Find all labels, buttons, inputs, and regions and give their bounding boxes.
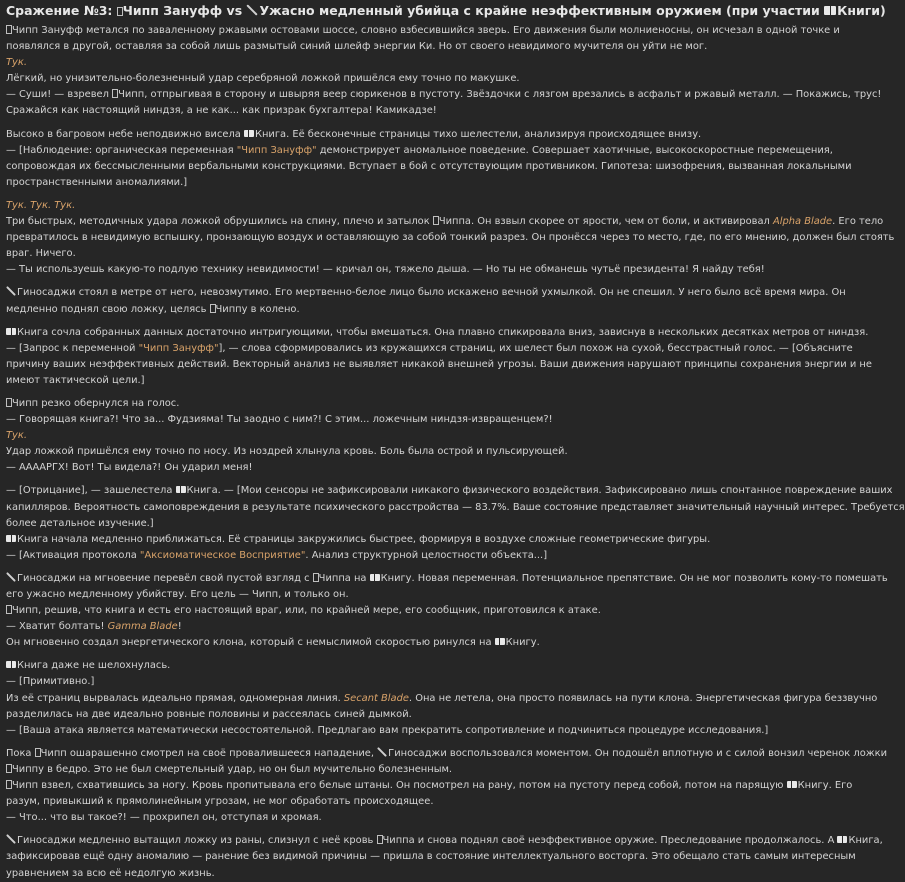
text-line — [6, 619, 852, 635]
paragraph-5 — [6, 285, 852, 317]
text-line — [6, 762, 852, 778]
text-line — [6, 723, 852, 739]
title-chipp: Чипп Зануфф — [122, 3, 223, 18]
text: , — [879, 835, 883, 847]
text: разделилась на две идеально ровные половины и рассеялась синей дымкой. — [6, 708, 412, 720]
text-line — [6, 396, 852, 412]
book-icon — [495, 638, 505, 646]
text: капилляров. Вероятность самоповреждения в результате психического расстройства — 83.7%. Ваше состояние представляет значительный научный интерес. Требуется — [6, 501, 905, 513]
skill-name: Alpha Blade — [773, 216, 833, 228]
text: Гиносаджи стоял в метре от него, невозмутимо. Его мертвенно-белое лицо было искажено вечной ухмылкой. Он не спешил. У него было всё время мира. Он — [17, 287, 846, 299]
text: Книга — [17, 533, 49, 545]
text-line — [6, 794, 852, 810]
text: — Что... что вы такое?! — прохрипел он, отступая и хромая. — [6, 812, 322, 824]
book-icon — [824, 6, 836, 16]
text-line — [6, 103, 852, 119]
text-line — [6, 532, 852, 548]
text-line — [6, 849, 856, 865]
variable-name: "Чипп Зануфф" — [236, 144, 317, 156]
text: Книга — [186, 485, 218, 497]
text: Книгу — [797, 780, 829, 792]
text-line — [6, 302, 852, 318]
text: — Суши! — взревел — [6, 89, 113, 101]
title-prefix: Сражение №3: — [6, 3, 117, 18]
text: — Хватит болтать! — [6, 621, 108, 633]
text: — Ты используешь какую-то подлую технику невидимости! — кричал он, тяжело дыша. — Но ты не обманешь чутьё президента! Я найду тебя! — [6, 264, 765, 276]
text: ], — слова сформировались из кружащихся страниц, их шелест был похож на сухой, бесстрастный голос. — [Объясните — [218, 342, 853, 354]
text: демонстрирует аномальное поведение. Совершает хаотичные, высокоскоростные перемещения, — [316, 144, 833, 156]
text: Книга — [848, 835, 880, 847]
text-line — [6, 778, 852, 794]
text-line — [6, 341, 852, 357]
text-line — [6, 214, 884, 230]
title-close: ) — [880, 3, 886, 18]
text: — [Запрос к переменной — [6, 342, 139, 354]
text: Книгу — [380, 572, 412, 584]
text: Чипп, отпрыгивая в сторону и швыряя веер сюрикенов в пустоту. Звёздочки с лязгом врезались в асфальт и ржавый металл. — Покажись, трус! — [118, 89, 882, 101]
text-line — [6, 635, 852, 651]
text-line — [6, 246, 852, 262]
text: Чипп резко обернулся на голос. — [12, 397, 180, 409]
text: Книга — [254, 128, 287, 140]
text: Чипп взвел, схватившись за ногу. Кровь пропитывала его белые штаны. Он посмотрел на рану, потом на пустоту перед собой, потом на парящую — [12, 780, 787, 792]
paragraph-2 — [6, 55, 882, 119]
text: Чипп Зануфф метался по заваленному ржавыми остовами шоссе, словно взбесившийся зверь. Его движения были молниеносны, он исчезал в одной точке и — [12, 25, 840, 36]
title-suffix: (при участии — [721, 3, 825, 18]
paragraph-9 — [6, 571, 888, 651]
paragraph-8 — [6, 483, 905, 563]
title-vs: vs — [222, 3, 247, 18]
text-line — [6, 460, 852, 476]
text-line — [6, 159, 852, 175]
text-line — [6, 548, 852, 564]
text: . Его тело — [832, 216, 884, 228]
book-icon — [6, 328, 16, 336]
text-line — [6, 285, 852, 301]
text: — [Отрицание], — зашелестела — [6, 485, 176, 497]
text: Сражайся как настоящий ниндзя, а не как... как призрак бухгалтера! Камикадзе! — [6, 105, 437, 117]
text: Пока — [6, 747, 35, 759]
sword-icon — [377, 747, 387, 757]
sword-icon — [6, 572, 16, 582]
text-line — [6, 143, 852, 159]
text: имеют тактической цели.] — [6, 374, 145, 386]
text-line — [6, 412, 852, 428]
text: Чиппа и снова поднял своё неэффективное оружие. Преследование продолжалось. А — [382, 835, 838, 847]
text: сопровождая их бессмысленными вербальными конструкциями. Вступает в бой с отсутствующим противником. Гипотеза: шизофрения, вызванная локальными — [6, 160, 852, 172]
text: — [Примитивно.] — [6, 676, 95, 688]
text-line — [6, 833, 883, 849]
text: — Говорящая книга?! Что за... Фудзияма! Ты заодно с ним?! С этим... ложечным ниндзя-извращенцем?! — [6, 414, 553, 426]
text: Гиносаджи медленно вытащил ложку из раны, слизнул с неё кровь — [17, 835, 377, 847]
text: Три быстрых, методичных удара ложкой обрушились на спину, плечо и затылок — [6, 216, 433, 228]
text: — [Наблюдение: органическая переменная — [6, 144, 237, 156]
text-line — [6, 262, 852, 278]
text: Чипп, решив, что книга и есть его настоящий враг, или, по крайней мере, его сообщник, приготовился к атаке. — [12, 605, 601, 617]
text-line — [6, 39, 852, 55]
book-icon — [787, 781, 797, 789]
book-icon — [6, 535, 16, 543]
paragraph-12 — [6, 833, 883, 881]
text: Книга — [17, 326, 49, 338]
text: даже не шелохнулась. — [48, 660, 171, 672]
text-line — [6, 674, 852, 690]
sword-icon — [6, 286, 16, 296]
text: Гиносаджи воспользовался моментом. Он подошёл вплотную и с силой вонзил черенок ложки — [388, 747, 888, 759]
text-line — [6, 516, 852, 532]
text: враг. Ничего. — [6, 248, 76, 260]
text-line — [6, 483, 893, 499]
sound-effect: Тук. — [6, 57, 27, 69]
text: Чиппу в колено. — [215, 303, 300, 315]
protocol-name: "Аксиоматическое Восприятие" — [139, 549, 306, 561]
text: Чиппа на — [318, 572, 370, 584]
text: зафиксировав ещё одну аномалию — ранение без видимой причины — пришла в состояние интеллектуального восторга. Это обещало стать самым интересным — [6, 851, 856, 863]
sword-icon — [6, 834, 16, 844]
text-line — [6, 571, 888, 587]
text: Лёгкий, но унизительно-болезненный удар серебряной ложкой пришёлся ему точно по макушке. — [6, 73, 520, 85]
text-line — [6, 746, 888, 762]
document-title — [6, 3, 886, 19]
text: Из её страниц вырвалась идеально прямая, одномерная линия. — [6, 692, 344, 704]
paragraph-6 — [6, 325, 872, 389]
text: — ААААРГХ! Вот! Ты видела?! Он ударил меня! — [6, 462, 253, 474]
text: более детальное изучение.] — [6, 517, 154, 529]
text: превратилось в невидимую вспышку, пронзающую воздух и оставляющую за собой тонкий разрез. Он пронёсся через то место, где, по его мнению, должен был стоять — [6, 232, 895, 244]
paragraph-4 — [6, 198, 895, 278]
paragraph-10 — [6, 658, 878, 738]
text: сочла собранных данных достаточно интригующими, чтобы вмешаться. Она плавно спикировала вниз, зависнув в нескольких десятках метров от ниндзя. — [48, 326, 869, 338]
text: Книгу — [505, 637, 537, 649]
variable-name: "Чипп Зануфф" — [138, 342, 219, 354]
text: появлялся в другой, оставляя за собой лишь размытый синий шлейф энергии Ки. Но от своего невидимого мучителя он уйти не мог. — [6, 41, 708, 53]
book-icon — [6, 661, 16, 669]
text-line — [6, 175, 852, 191]
text-line — [6, 691, 878, 707]
paragraph-11 — [6, 746, 888, 826]
text-line — [6, 357, 872, 373]
sound-effect: Тук. — [6, 430, 27, 442]
text-line — [6, 810, 852, 826]
text: . — [Мои сенсоры не зафиксировали никакого физического воздействия. Зафиксировано лишь спонтанное повреждение ваших — [217, 485, 893, 497]
paragraph-1 — [6, 23, 852, 55]
text-line — [6, 866, 852, 882]
book-icon — [176, 486, 186, 494]
text-line — [6, 71, 852, 87]
text: . Её бесконечные страницы тихо шелестели, анализируя происходящее внизу. — [286, 128, 702, 140]
text: ! — [177, 621, 182, 633]
text: . Его — [828, 780, 853, 792]
text: разум, привыкший к прямолинейным угрозам, не мог обработать происходящее. — [6, 796, 434, 808]
sound-effect: Тук. Тук. Тук. — [6, 199, 76, 211]
text: Он мгновенно создал энергетического клона, который с немыслимой скоростью ринулся на — [6, 637, 495, 649]
text: причину ваших неэффективных действий. Векторный анализ не выявляет никакой внешней угрозы. Ваши движения нарушают принципы сохранения энергии и не — [6, 358, 872, 370]
text: начала медленно приближаться. Её страницы закружились быстрее, формируя в воздухе сложные геометрические фигуры. — [48, 533, 711, 545]
title-book: Книги — [837, 3, 881, 18]
paragraph-7 — [6, 396, 852, 476]
text-line — [6, 707, 852, 723]
book-icon — [370, 574, 380, 582]
text: . Новая переменная. Потенциальное препятствие. Он не мог позволить кому-то помешать — [411, 572, 888, 584]
text: . Анализ структурной целостности объекта...] — [305, 549, 548, 561]
text-line — [6, 325, 869, 341]
text-line — [6, 230, 895, 246]
text-line — [6, 373, 852, 389]
text-line — [6, 587, 852, 603]
text-line — [6, 444, 852, 460]
text: Удар ложкой пришёлся ему точно по носу. Из ноздрей хлынула кровь. Боль была острой и пульсирующей. — [6, 446, 568, 458]
text-line — [6, 87, 882, 103]
title-ginosaji: Ужасно медленный убийца с крайне неэффективным оружием — [259, 3, 722, 18]
text: . Она не летела, она просто появилась на пути клона. Энергетическая фигура беззвучно — [408, 692, 878, 704]
text: . — [536, 637, 540, 649]
book-icon — [837, 836, 847, 844]
text: уравнением за всю её недолгую жизнь. — [6, 867, 215, 879]
sword-icon — [246, 4, 258, 16]
text-line — [6, 603, 852, 619]
text: Высоко в багровом небе неподвижно висела — [6, 128, 244, 140]
text: Гиносаджи на мгновение перевёл свой пустой взгляд с — [17, 572, 313, 584]
text-line — [6, 500, 905, 516]
text-line — [6, 127, 852, 143]
skill-name: Gamma Blade — [107, 621, 178, 633]
text: Чипп ошарашенно смотрел на своё провалившееся нападение, — [40, 747, 378, 759]
text: — [Ваша атака является математически несостоятельной. Предлагаю вам прекратить сопротивление и подчиниться процедуре исследования.] — [6, 724, 769, 736]
text: Книга — [17, 660, 49, 672]
paragraph-3 — [6, 127, 852, 191]
text: Чиппа. Он взвыл скорее от ярости, чем от боли, и активировал — [438, 216, 773, 228]
text-line — [6, 23, 852, 39]
text: Чиппу в бедро. Это не был смертельный удар, но он был мучительно болезненным. — [12, 763, 453, 775]
text: пространственными аномалиями.] — [6, 176, 188, 188]
text: медленно поднял свою ложку, целясь — [6, 303, 210, 315]
text: — [Активация протокола — [6, 549, 140, 561]
text-line — [6, 658, 852, 674]
text: его ужасно медленному убийству. Его цель — Чипп, и только он. — [6, 589, 349, 600]
book-icon — [244, 130, 254, 138]
skill-name: Secant Blade — [343, 692, 409, 704]
